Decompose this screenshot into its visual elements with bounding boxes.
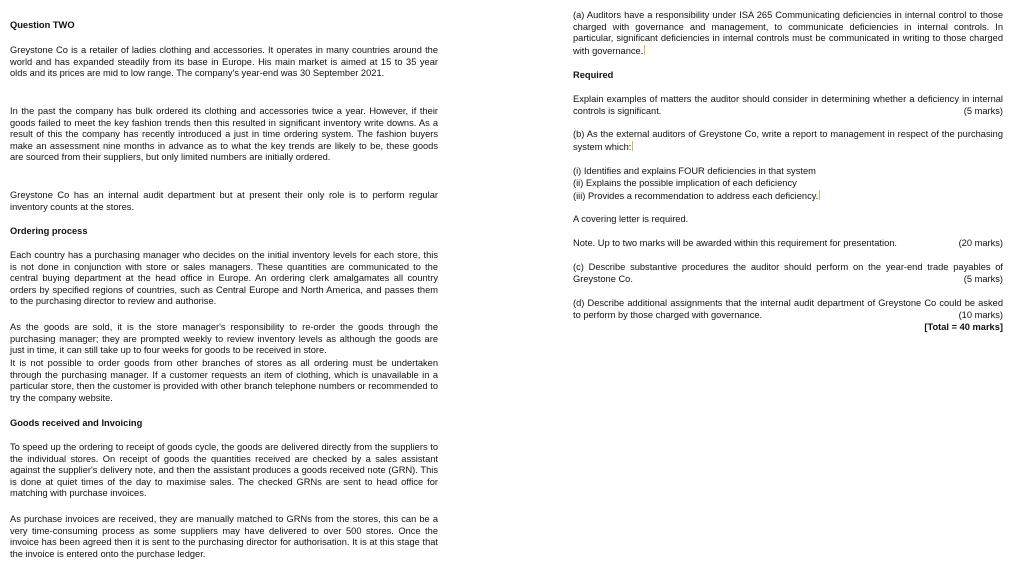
presentation-note (573, 238, 1003, 250)
covering-letter-note: A covering letter is required. (573, 214, 689, 224)
ordering-paragraph: Each country has a purchasing manager who decides on the initial inventory levels for each store, this is not done in conjunction with store or sales managers. These quantities are communicated to the central buying department at the head office in Europe. An ordering clerk amalgamates all country orders by specified regions of countries, such as Central Europe and North America, and passes them to the purchasing director to review and authorise. (10, 250, 438, 306)
requirement-b-ii: (ii) Explains the possible implication of each deficiency (573, 178, 797, 188)
requirement-d-marks: (10 marks) (958, 309, 1003, 320)
requirement-b (573, 129, 1003, 153)
requirement-c-text: (c) Describe substantive procedures the auditor should perform on the year-end trade payables of Greystone Co. (573, 262, 1003, 284)
presentation-marks: (20 marks) (958, 238, 1003, 248)
text-cursor (819, 190, 820, 200)
invoice-paragraph: As purchase invoices are received, they are manually matched to GRNs from the stores, this can be a very time-consuming process as some suppliers may have delivered to over 500 stores. Once the invoice has been agreed then it is sent to the purchasing director for authorisation. It is at this stage that the invoice is entered onto the purchase ledger. (10, 514, 438, 559)
ordering-process-heading: Ordering process (10, 226, 88, 236)
goods-received-paragraph: To speed up the ordering to receipt of goods cycle, the goods are delivered directly from the suppliers to the individual stores. On receipt of goods the quantities received are checked by a sales assistant against the supplier's delivery note, and then the assistant produces a goods received note (GRN). This is done at quiet times of the day to maximise sales. The checked GRNs are sent to head office for matching with purchase invoices. (10, 442, 438, 498)
requirement-b-iii (573, 190, 1003, 203)
branch-paragraph: It is not possible to order goods from other branches of stores as all ordering must be undertaken through the purchasing manager. If a customer requests an item of clothing, which is unavailable in a particular store, then the customer is provided with other branch telephone numbers or recommended to try the company website. (10, 358, 438, 403)
required-heading: Required (573, 70, 614, 80)
explain-text: Explain examples of matters the auditor should consider in determining whether a deficiency in internal controls is significant. (573, 94, 1003, 116)
requirement-d (573, 298, 1003, 321)
requirement-b-text: (b) As the external auditors of Greystone Co, write a report to management in respect of the purchasing system which: (573, 129, 1003, 152)
requirement-c-marks: (5 marks) (963, 273, 1003, 284)
goods-received-heading: Goods received and Invoicing (10, 418, 143, 428)
presentation-note-text: Note. Up to two marks will be awarded within this requirement for presentation. (573, 238, 897, 248)
requirement-a (573, 10, 1003, 57)
requirement-c (573, 262, 1003, 285)
reorder-paragraph: As the goods are sold, it is the store manager's responsibility to re-order the goods through the purchasing manager; they are prompted weekly to review inventory levels as although the goods are just in time, it can still take up to four weeks for goods to be received in store. (10, 322, 438, 355)
requirement-d-text: (d) Describe additional assignments that the internal audit department of Greystone Co could be asked to perform by those charged with governance. (573, 298, 1003, 320)
text-cursor (644, 45, 645, 55)
requirement-a-text: (a) Auditors have a responsibility under ISA 265 Communicating deficiencies in internal control to those charged with governance and management, to communicate deficiencies in internal controls. In particular, significant deficiencies in internal controls must be communicated in writing to those charged with governance. (573, 10, 1003, 56)
explain-marks: (5 marks) (963, 105, 1003, 116)
intro-paragraph: Greystone Co is a retailer of ladies clothing and accessories. It operates in many countries around the world and has expanded steadily from its base in Europe. His main market is aimed at 15 to 35 year olds and its prices are mid to low range. The company's year-end was 30 September 2021. (10, 45, 438, 78)
requirement-b-iii-text: (iii) Provides a recommendation to address each deficiency. (573, 191, 819, 201)
internal-audit-paragraph: Greystone Co has an internal audit department but at present their only role is to perform regular inventory counts at the stores. (10, 190, 438, 212)
total-marks: [Total = 40 marks] (924, 322, 1003, 332)
requirement-a-explain (573, 94, 1003, 117)
requirement-b-i: (i) Identifies and explains FOUR deficiencies in that system (573, 166, 816, 176)
text-cursor (632, 141, 633, 151)
question-title: Question TWO (10, 20, 75, 30)
bulk-order-paragraph: In the past the company has bulk ordered its clothing and accessories twice a year. However, if their goods failed to meet the key fashion trends then this resulted in significant inventory write downs. As a result of this the company has recently introduced a just in time ordering system. The fashion buyers make an assessment nine months in advance as to what the key trends are likely to be, these goods are sourced from their suppliers, but only limited numbers are initially ordered. (10, 106, 438, 162)
